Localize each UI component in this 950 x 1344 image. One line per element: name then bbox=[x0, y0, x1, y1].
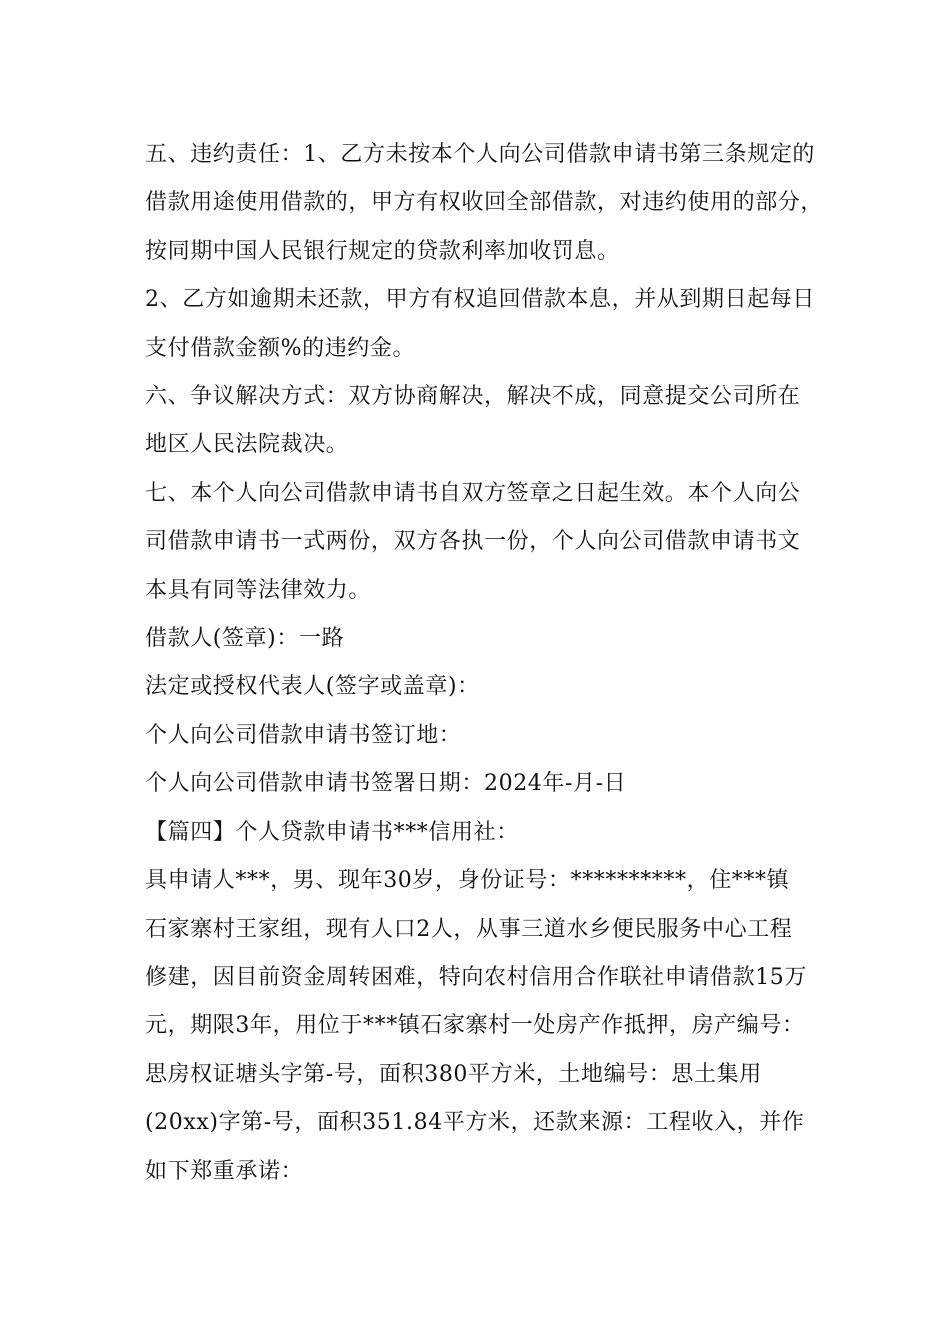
text-line: 七、本个人向公司借款申请书自双方签章之日起生效。本个人向公 bbox=[145, 480, 801, 506]
text-line: 五、违约责任：1、乙方未按本个人向公司借款申请书第三条规定的 bbox=[145, 142, 815, 167]
text-line: 具申请人***，男、现年30岁，身份证号：**********，住***镇 bbox=[145, 868, 790, 894]
text-line: 借款用途使用借款的，甲方有权收回全部借款，对违约使用的部分， bbox=[145, 190, 824, 216]
borrower-signature-line: 借款人(签章)：一路 bbox=[145, 626, 345, 652]
text-line: 如下郑重承诺： bbox=[145, 1158, 304, 1184]
text-line: 2、乙方如逾期未还款，甲方有权追回借款本息，并从到期日起每日 bbox=[145, 287, 815, 313]
signing-place-line: 个人向公司借款申请书签订地： bbox=[145, 722, 462, 748]
text-line: 本具有同等法律效力。 bbox=[145, 577, 372, 603]
text-line: 六、争议解决方式：双方协商解决，解决不成，同意提交公司所在 bbox=[145, 384, 801, 410]
text-line: 地区人民法院裁决。 bbox=[145, 432, 349, 458]
text-line: (20xx)字第-号，面积351.84平方米，还款来源：工程收入，并作 bbox=[145, 1110, 805, 1136]
text-line: 司借款申请书一式两份，双方各执一份，个人向公司借款申请书文 bbox=[145, 529, 801, 555]
text-line: 元，期限3年，用位于***镇石家寨村一处房产作抵押，房产编号： bbox=[145, 1013, 805, 1039]
text-line: 按同期中国人民银行规定的贷款利率加收罚息。 bbox=[145, 238, 620, 264]
text-line: 支付借款金额%的违约金。 bbox=[145, 335, 416, 361]
representative-signature-line: 法定或授权代表人(签字或盖章)： bbox=[145, 674, 480, 700]
signing-date-line: 个人向公司借款申请书签署日期：2024年-月-日 bbox=[145, 771, 627, 797]
text-line: 修建，因目前资金周转困难，特向农村信用合作联社申请借款15万 bbox=[145, 964, 807, 990]
text-line: 石家寨村王家组，现有人口2人，从事三道水乡便民服务中心工程 bbox=[145, 916, 793, 942]
document-body bbox=[145, 131, 824, 1196]
section-heading: 【篇四】个人贷款申请书***信用社： bbox=[145, 819, 519, 845]
text-line: 思房权证塘头字第-号，面积380平方米，土地编号：思土集用 bbox=[145, 1061, 762, 1087]
